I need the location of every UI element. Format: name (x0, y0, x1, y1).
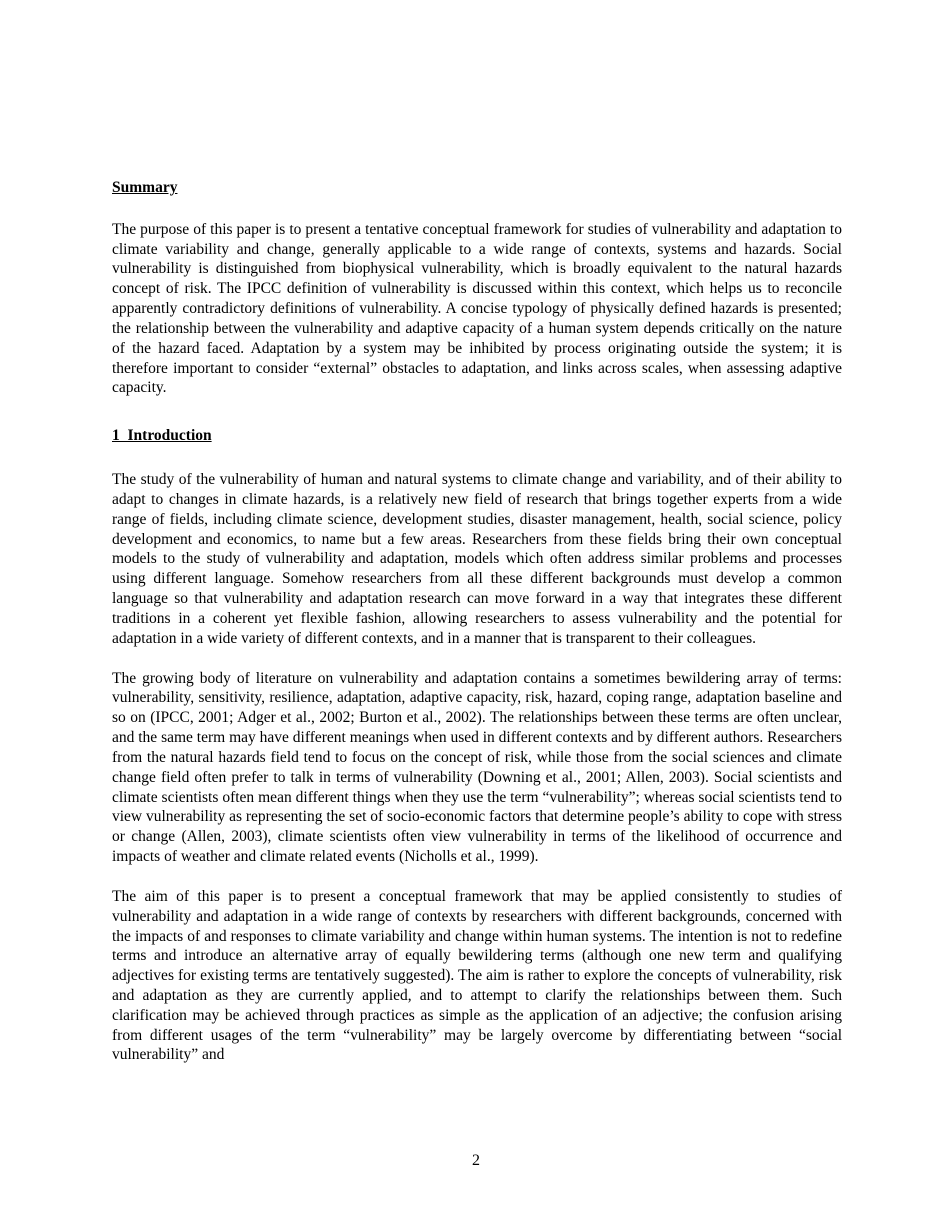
introduction-paragraph-2: The growing body of literature on vulnerability and adaptation contains a sometimes bewildering array of terms: vulnerability, sensitivity, resilience, adaptation, adaptive capacity, risk, hazard, coping range, adaptation baseline and so on (IPCC, 2001; Adger et al., 2002; Burton et al., 2002). The relationships between these terms are often unclear, and the same term may have different meanings when used in different contexts and by different authors. Researchers from the natural hazards field tend to focus on the concept of risk, while those from the social sciences and climate change field often prefer to talk in terms of vulnerability (Downing et al., 2001; Allen, 2003). Social scientists and climate scientists often mean different things when they use the term “vulnerability”; whereas social scientists tend to view vulnerability as representing the set of socio-economic factors that determine people’s ability to cope with stress or change (Allen, 2003), climate scientists often view vulnerability in terms of the likelihood of occurrence and impacts of weather and climate related events (Nicholls et al., 1999). (112, 669, 843, 866)
introduction-heading: 1 Introduction (112, 427, 212, 445)
introduction-paragraph-3: The aim of this paper is to present a conceptual framework that may be applied consistently to studies of vulnerability and adaptation in a wide range of contexts by researchers with different backgrounds, concerned with the impacts of and responses to climate variability and change within human systems. The intention is not to redefine terms and introduce an alternative array of equally bewildering terms (although one new term and qualifying adjectives for existing terms are tentatively suggested). The aim is rather to explore the concepts of vulnerability, risk and adaptation as they are currently applied, and to attempt to clarify the relationships between them. Such clarification may be achieved through practices as simple as the application of an adjective; the confusion arising from different usages of the term “vulnerability” may be largely overcome by differentiating between “social vulnerability” and (112, 887, 842, 1064)
summary-paragraph: The purpose of this paper is to present a tentative conceptual framework for studies of vulnerability and adaptation to climate variability and change, generally applicable to a wide range of contexts, systems and hazards. Social vulnerability is distinguished from biophysical vulnerability, which is broadly equivalent to the natural hazards concept of risk. The IPCC definition of vulnerability is discussed within this context, which helps us to reconcile apparently contradictory definitions of vulnerability. A concise typology of physically defined hazards is presented; the relationship between the vulnerability and adaptive capacity of a human system depends critically on the nature of the hazard faced. Adaptation by a system may be inhibited by process originating outside the system; it is therefore important to consider “external” obstacles to adaptation, and links across scales, when assessing adaptive capacity. (112, 220, 842, 397)
page-content (112, 178, 842, 1085)
summary-heading: Summary (112, 179, 178, 196)
introduction-paragraph-1: The study of the vulnerability of human and natural systems to climate change and variability, and of their ability to adapt to changes in climate hazards, is a relatively new field of research that brings together experts from a wide range of fields, including climate science, development studies, disaster management, health, social science, policy development and economics, to name but a few areas. Researchers from these fields bring their own conceptual models to the study of vulnerability and adaptation, models which often address similar problems and processes using different language. Somehow researchers from all these different backgrounds must develop a common language so that vulnerability and adaptation research can move forward in a way that integrates these different traditions in a coherent yet flexible fashion, allowing researchers to assess vulnerability and the potential for adaptation in a wide variety of different contexts, and in a manner that is transparent to their colleagues. (112, 471, 842, 647)
page-number: 2 (472, 1152, 480, 1169)
